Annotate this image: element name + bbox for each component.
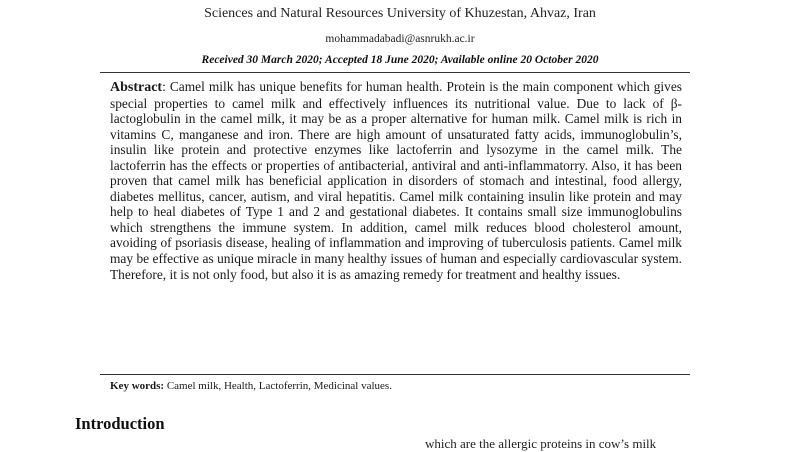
author-affiliation: Sciences and Natural Resources University of Khuzestan, Ahvaz, Iran xyxy=(204,6,596,21)
keywords-line xyxy=(110,380,682,392)
cut-off-body-text: which are the allergic proteins in cow’s milk xyxy=(425,436,657,451)
section-heading-introduction: Introduction xyxy=(75,414,165,433)
publication-dates: Received 30 March 2020; Accepted 18 June 2020; Available online 20 October 2020 xyxy=(201,54,599,66)
author-email[interactable]: mohammadabadi@asnrukh.ac.ir xyxy=(325,33,475,45)
keywords-text: Camel milk, Health, Lactoferrin, Medicinal values. xyxy=(164,380,392,392)
cut-off-author-line xyxy=(140,0,660,5)
abstract-paragraph xyxy=(110,79,682,282)
abstract-label: Abstract xyxy=(110,80,163,95)
abstract-text: : Camel milk has unique benefits for human health. Protein is the main component which gives special properties to camel milk and effectively influences its nutritional value. Due to lack of β-lactoglobulin in the camel milk, it may be as a proper alternative for human milk. Camel milk is rich in vitamins C, manganese and iron. There are high amount of unsaturated fatty acids, immunoglobulin’s, insulin like protein and protective enzymes like lactoferrin and lysozyme in the camel milk. The lactoferrin has the effects or properties of antibacterial, antiviral and anti-inflammatorry. Also, it has been proven that camel milk has beneficial application in disorders of stomach and intestinal, food allergy, diabetes mellitus, cancer, autism, and viral hepatitis. Camel milk containing insulin like protein and may help to heal diabetes of Type 1 and 2 and gestational diabetes. It contains small size immunoglobulins which strengthens the immune system. In addition, camel milk reduces blood cholesterol amount, avoiding of psoriasis disease, healing of inflammation and improving of tuberculosis patients. Camel milk may be effective as unique miracle in many healthy issues of human and especially cardiovascular system. Therefore, it is not only food, but also it is as amazing remedy for treatment and healthy issues. xyxy=(110,79,682,282)
keywords-label: Key words: xyxy=(110,380,165,392)
